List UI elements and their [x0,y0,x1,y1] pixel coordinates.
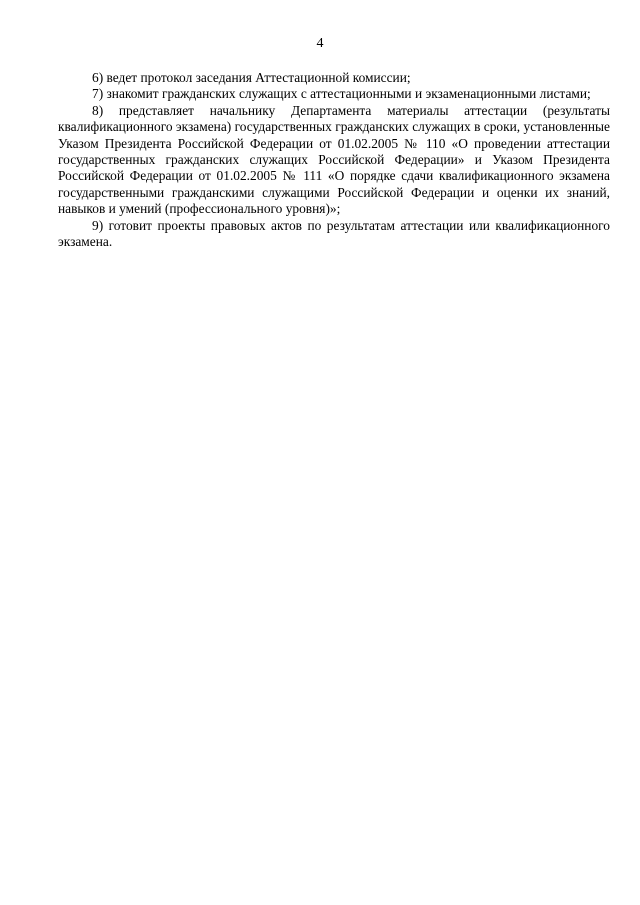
list-item-9: 9) готовит проекты правовых актов по результатам аттестации или квалификационного экзамена. [58,217,610,250]
document-body [58,70,610,250]
list-item-6: 6) ведет протокол заседания Аттестационной комиссии; [92,70,411,85]
list-item-8: 8) представляет начальнику Департамента материалы аттестации (результаты квалификационного экзамена) государственных гражданских служащих в сроки, установленные Указом Президента Российской Федерации от 01.02.2005 № 110 «О проведении аттестации государственных гражданских служащих Российской Федерации» и Указом Президента Российской Федерации от 01.02.2005 № 111 «О порядке сдачи квалификационного экзамена государственными гражданскими служащими Российской Федерации и оценки их знаний, навыков и умений (профессионального уровня)»; [58,102,610,217]
page-number: 4 [316,36,324,51]
list-item-7: 7) знакомит гражданских служащих с аттестационными и экзаменационными листами; [92,86,591,102]
